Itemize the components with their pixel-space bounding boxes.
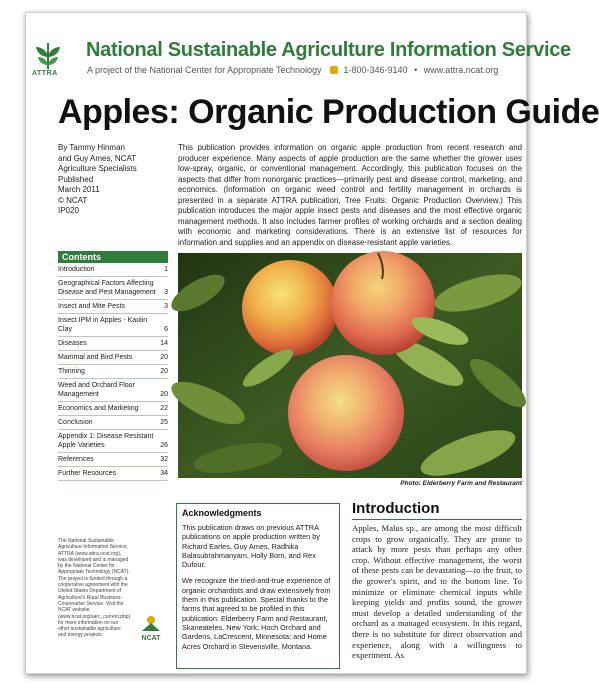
website-link[interactable]: www.attra.ncat.org — [423, 65, 499, 75]
byline-line: IP020 — [58, 206, 79, 215]
byline — [58, 143, 168, 217]
byline-line: By Tammy Hinman — [58, 143, 125, 152]
byline-line: Published — [58, 174, 94, 184]
byline-line: March 2011 — [58, 185, 100, 194]
toc-item-diseases[interactable]: Diseases 14 — [58, 337, 168, 351]
introduction-body: Apples, Malus sp., are among the most difficult crops to grow organically. They are prone to attack by more pests than perhaps any other crop. Without effective management, the worst of these pests can be devastating—to the fruit, to the grower's spirit, and to the bottom line. To minimize or eliminate chemical inputs while keeping yields and profits sound, the grower must develop a detailed understanding of the orchard as a managed ecosystem. In this regard, there is no substitute for direct observation and experience, along with a willingness to experiment. As — [352, 523, 522, 661]
toc-item-weed-floor-management[interactable]: Weed and Orchard Floor Management 20 — [58, 379, 168, 402]
photo-credit: Photo: Elderberry Farm and Restaurant — [400, 480, 522, 487]
page-title: Apples: Organic Production Guide — [58, 93, 599, 131]
sidebar-note: The National Sustainable Agriculture Information Service, ATTRA (www.attra.ncat.org), was developed and is managed by the National Center for Appropriate Technology (NCAT). The project is funded through a cooperative agreement with the United States Department of Agriculture's Rural Business-Cooperative Service. Visit the NCAT website (www.ncat.org/sarc_current.php) for more information on our other sustainable agriculture and energy projects. — [58, 538, 131, 639]
document-page — [25, 12, 599, 674]
phone-number: 1-800-346-9140 — [343, 65, 408, 75]
toc-item-geographical-factors[interactable]: Geographical Factors Affecting Disease and Pest Management 3 — [58, 277, 168, 300]
acknowledgments-paragraph: We recognize the tried-and-true experience of organic orchardists and draw extensively from them in this publication. Special thanks to the farms that agreed to be profiled in this publication: Elderberry Farm and Restaurant, Skaneateles, New York; Hoch Orchard and Gardens, LaCrescent, Minnesota; and Home Acres Orchard in Stevensville, Montana. — [182, 576, 331, 651]
acknowledgments-box — [176, 503, 340, 669]
toc-item-mammal-bird-pests[interactable]: Mammal and Bird Pests 20 — [58, 351, 168, 365]
phone-icon — [330, 66, 338, 74]
svg-text:NCAT: NCAT — [141, 635, 161, 642]
separator-dot: • — [414, 65, 418, 75]
acknowledgments-paragraph: This publication draws on previous ATTRA publications on apple production written by Richard Earles, Guy Ames, Radhika Balasubrahmanyam, Holly Born, and Rex Dufour. — [182, 523, 320, 570]
org-title: National Sustainable Agriculture Information Service — [86, 39, 571, 61]
logo-text: ATTRA — [32, 70, 58, 77]
table-of-contents — [58, 251, 168, 481]
toc-item-introduction[interactable]: Introduction 1 — [58, 263, 168, 277]
toc-item-insect-mite-pests[interactable]: Insect and Mite Pests 3 — [58, 300, 168, 314]
toc-item-thinning[interactable]: Thinning 20 — [58, 365, 168, 379]
introduction-heading: Introduction — [352, 500, 440, 517]
byline-line: Agriculture Specialists — [58, 164, 137, 173]
org-subtitle — [87, 65, 498, 75]
introduction-divider — [352, 519, 522, 520]
attra-leaf-logo-icon — [34, 39, 62, 73]
apples-photo — [178, 253, 522, 478]
toc-item-references[interactable]: References 32 — [58, 453, 168, 467]
intro-summary-paragraph: This publication provides information on organic apple production from recent research and producer experience. Many aspects of apple production are the same whether the grower uses low-spray, organic, or conventional management. Accordingly, this publication focuses on the aspects that differ from nonorganic practices—primarily pest and disease control, marketing, and economics. (Information on organic weed control and fertility management in orchards is presented in a separate ATTRA publication, Tree Fruits: Organic Production Overview.) This publication introduces the major apple insect pests and diseases and the most effective organic management methods. It also includes farmer profiles of working orchards and a section dealing with economic and marketing considerations. There is an extensive list of resources for information and supplies and an appendix on disease-resistant apple varieties. — [178, 143, 522, 247]
toc-item-further-resources[interactable]: Further Resources 34 — [58, 467, 168, 481]
org-tagline: A project of the National Center for Appropriate Technology — [87, 65, 322, 75]
toc-item-insect-ipm[interactable]: Insect IPM in Apples - Kaolin Clay 6 — [58, 314, 168, 337]
acknowledgments-heading: Acknowledgments — [182, 508, 262, 518]
toc-item-appendix-1[interactable]: Appendix 1: Disease Resistant Apple Varieties 26 — [58, 430, 168, 453]
ncat-logo-icon — [138, 611, 164, 643]
byline-line: © NCAT — [58, 195, 88, 205]
byline-line: and Guy Ames, NCAT — [58, 153, 137, 163]
toc-item-conclusion[interactable]: Conclusion 25 — [58, 416, 168, 430]
toc-item-economics-marketing[interactable]: Economics and Marketing 22 — [58, 402, 168, 416]
contents-heading: Contents — [58, 251, 168, 263]
